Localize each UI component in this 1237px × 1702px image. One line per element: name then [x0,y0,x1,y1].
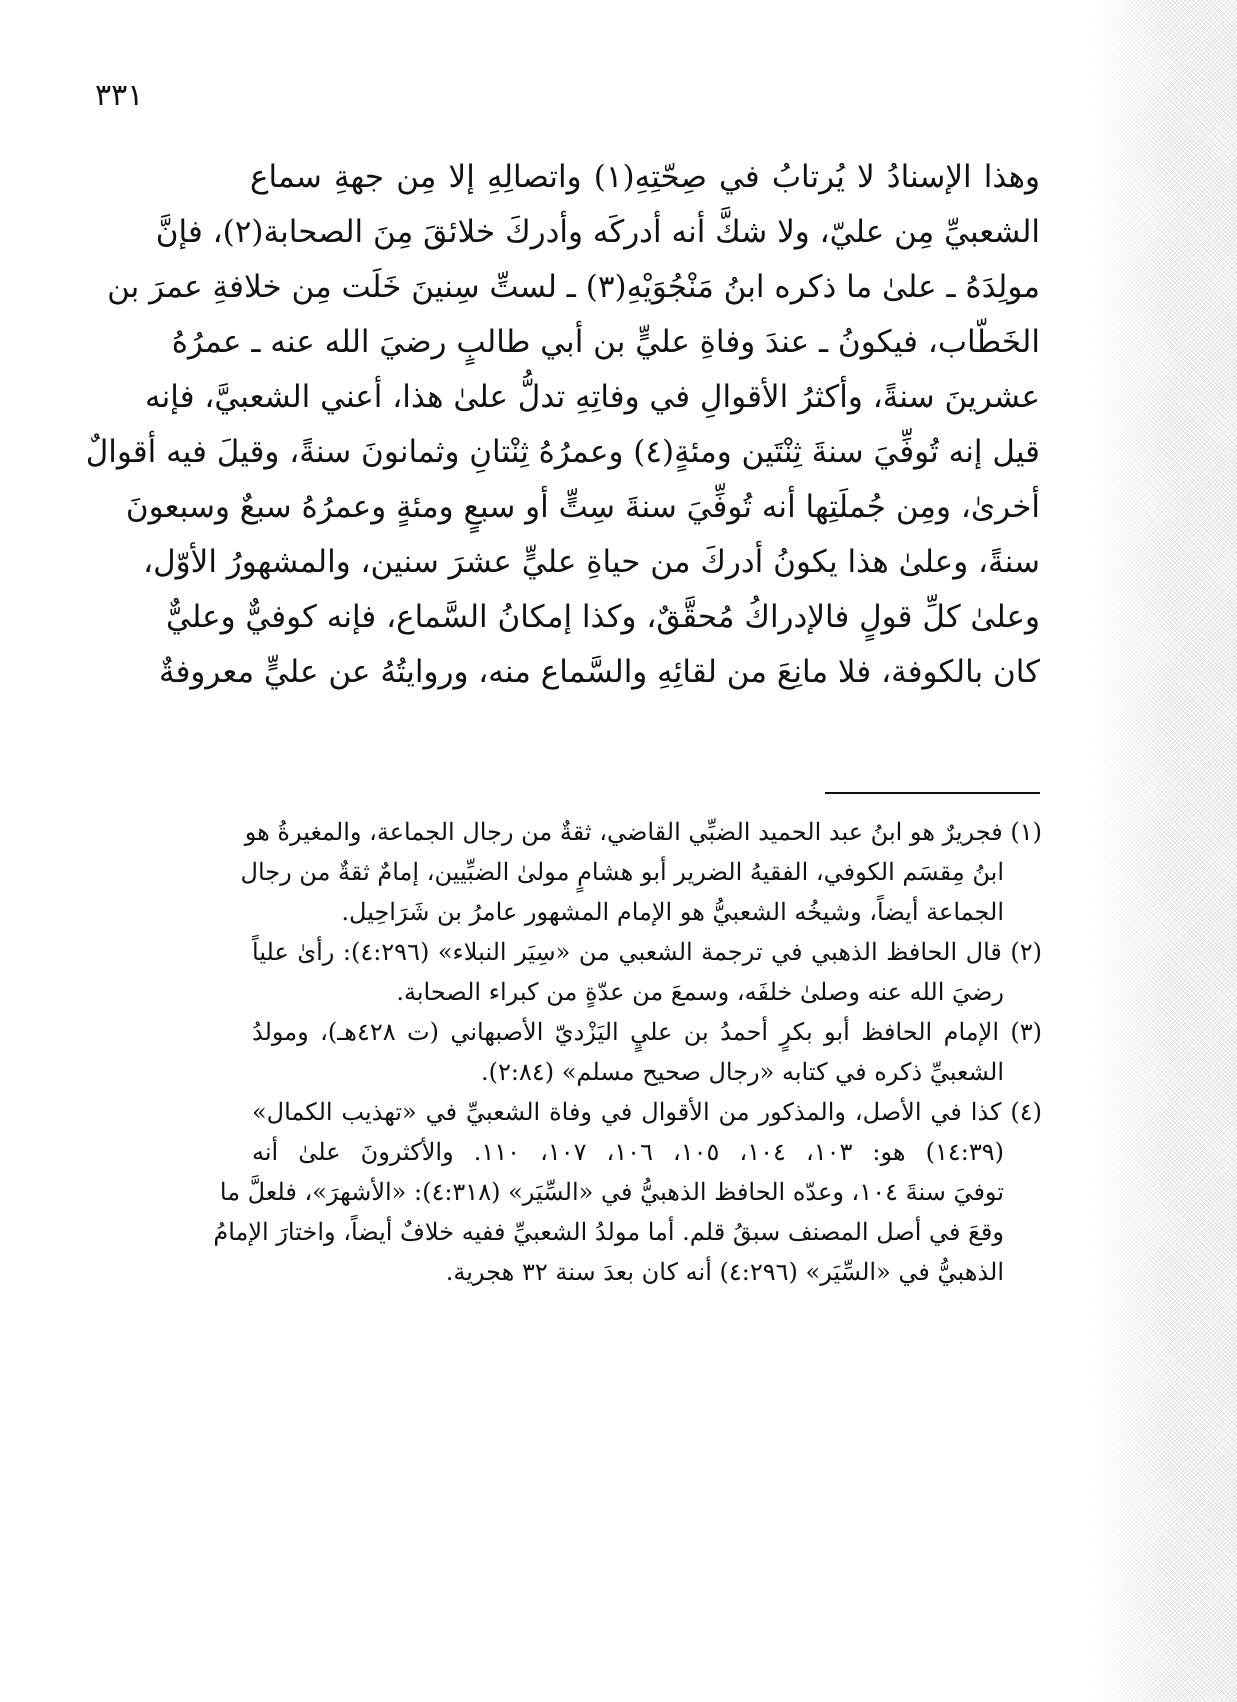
text-line: عشرينَ سنةً، وأكثرُ الأقوالِ في وفاتِهِ تدلُّ علىٰ هذا، أعني الشعبيَّ، فإنه [145,379,1040,415]
footnote-line: (٣) الإمام الحافظ أبو بكرٍ أحمدُ بن عليٍ اليَزْديّ الأصبهاني (ت ٤٢٨هـ)، ومولدُ [252,1018,1043,1046]
footnote-4 [213,1092,1042,1292]
footnotes [213,812,1043,1292]
footnote-line: (٢) قال الحافظ الذهبي في ترجمة الشعبي من «سِيَر النبلاء» (٤:٢٩٦): رأىٰ علياً [252,938,1042,966]
footnote-line: الذهبيُّ في «السِّيَر» (٤:٢٩٦) أنه كان بعدَ سنة ٣٢ هجرية. [445,1258,1004,1286]
text-line: قيل إنه تُوفِّيَ سنةَ ثِنْتَين ومئةٍ(٤) وعمرُهُ ثِنْتانِ وثمانونَ سنةً، وقيلَ فيه أقوالٌ [85,434,1040,470]
footnote-line: الشعبيِّ ذكره في كتابه «رجال صحيح مسلم» (٢:٨٤). [480,1058,1004,1086]
text-line: أخرىٰ، ومِن جُملَتِها أنه تُوفِّيَ سنةَ سِتٍّ أو سبعٍ ومئةٍ وعمرُهُ سبعٌ وسبعونَ [125,489,1040,525]
footnote-line: (١٤:٣٩) هو: ١٠٣، ١٠٤، ١٠٥، ١٠٦، ١٠٧، ١١٠. والأكثرونَ علىٰ أنه [252,1138,1004,1166]
footnote-1 [240,812,1042,932]
footnote-line: رضيَ الله عنه وصلىٰ خلفَه، وسمعَ من عدّةٍ من كبراء الصحابة. [396,978,1004,1006]
footnote-line: الجماعة أيضاً، وشيخُه الشعبيُّ هو الإمام المشهور عامرُ بن شَرَاحِيل. [341,898,1004,926]
footnote-3 [252,1012,1042,1092]
text-line: وعلىٰ كلِّ قولٍ فالإدراكُ مُحقَّقٌ، وكذا إمكانُ السَّماع، فإنه كوفيٌّ وعليٌّ [166,599,1040,635]
text-line: الشعبيِّ مِن عليّ، ولا شكَّ أنه أدركَه وأدركَ خلائقَ مِنَ الصحابة(٢)، فإنَّ [155,214,1040,250]
text-line: الخَطّاب، فيكونُ ـ عندَ وفاةِ عليٍّ بن أبي طالبٍ رضيَ الله عنه ـ عمرُهُ [171,324,1040,360]
text-line: وهذا الإسنادُ لا يُرتابُ في صِحّتِهِ(١) واتصالِهِ إلا مِن جهةِ سماع [250,159,1040,195]
footnote-line: توفيَ سنةَ ١٠٤، وعدّه الحافظ الذهبيُّ في «السِّيَر» (٤:٣١٨): «الأشهرَ»، فلعلَّ ما [219,1178,1004,1206]
text-line: كان بالكوفة، فلا مانِعَ من لقائِهِ والسَّماع منه، وروايتُهُ عن عليٍّ معروفةٌ [158,654,1040,690]
footnote-line: (٤) كذا في الأصل، والمذكور من الأقوال في وفاة الشعبيِّ في «تهذيب الكمال» [252,1098,1042,1126]
text-line: مولِدَهُ ـ علىٰ ما ذكره ابنُ مَنْجُوَيْهِ(٣) ـ لستِّ سِنينَ خَلَت مِن خلافةِ عمرَ بن [107,269,1040,305]
scan-edge-shading [1087,0,1237,1702]
footnote-line: وقعَ في أصل المصنف سبقُ قلم. أما مولدُ الشعبيِّ ففيه خلافٌ أيضاً، واختارَ الإمامُ [213,1218,1004,1246]
page-number: ٣٣١ [95,78,144,113]
footnote-line: ابنُ مِقسَم الكوفي، الفقيهُ الضرير أبو هشامٍ مولىٰ الضبِّيين، إمامٌ ثقةٌ من رجال [240,858,1004,886]
footnote-line: (١) فجريرٌ هو ابنُ عبد الحميد الضبِّي القاضي، ثقةٌ من رجال الجماعة، والمغيرةُ هو [244,818,1042,846]
text-line: سنةً، وعلىٰ هذا يكونُ أدركَ من حياةِ عليٍّ عشرَ سنين، والمشهورُ الأوّل، [143,544,1040,580]
main-text [85,150,1040,700]
footnote-2 [252,932,1042,1012]
footnote-separator [825,792,1040,794]
